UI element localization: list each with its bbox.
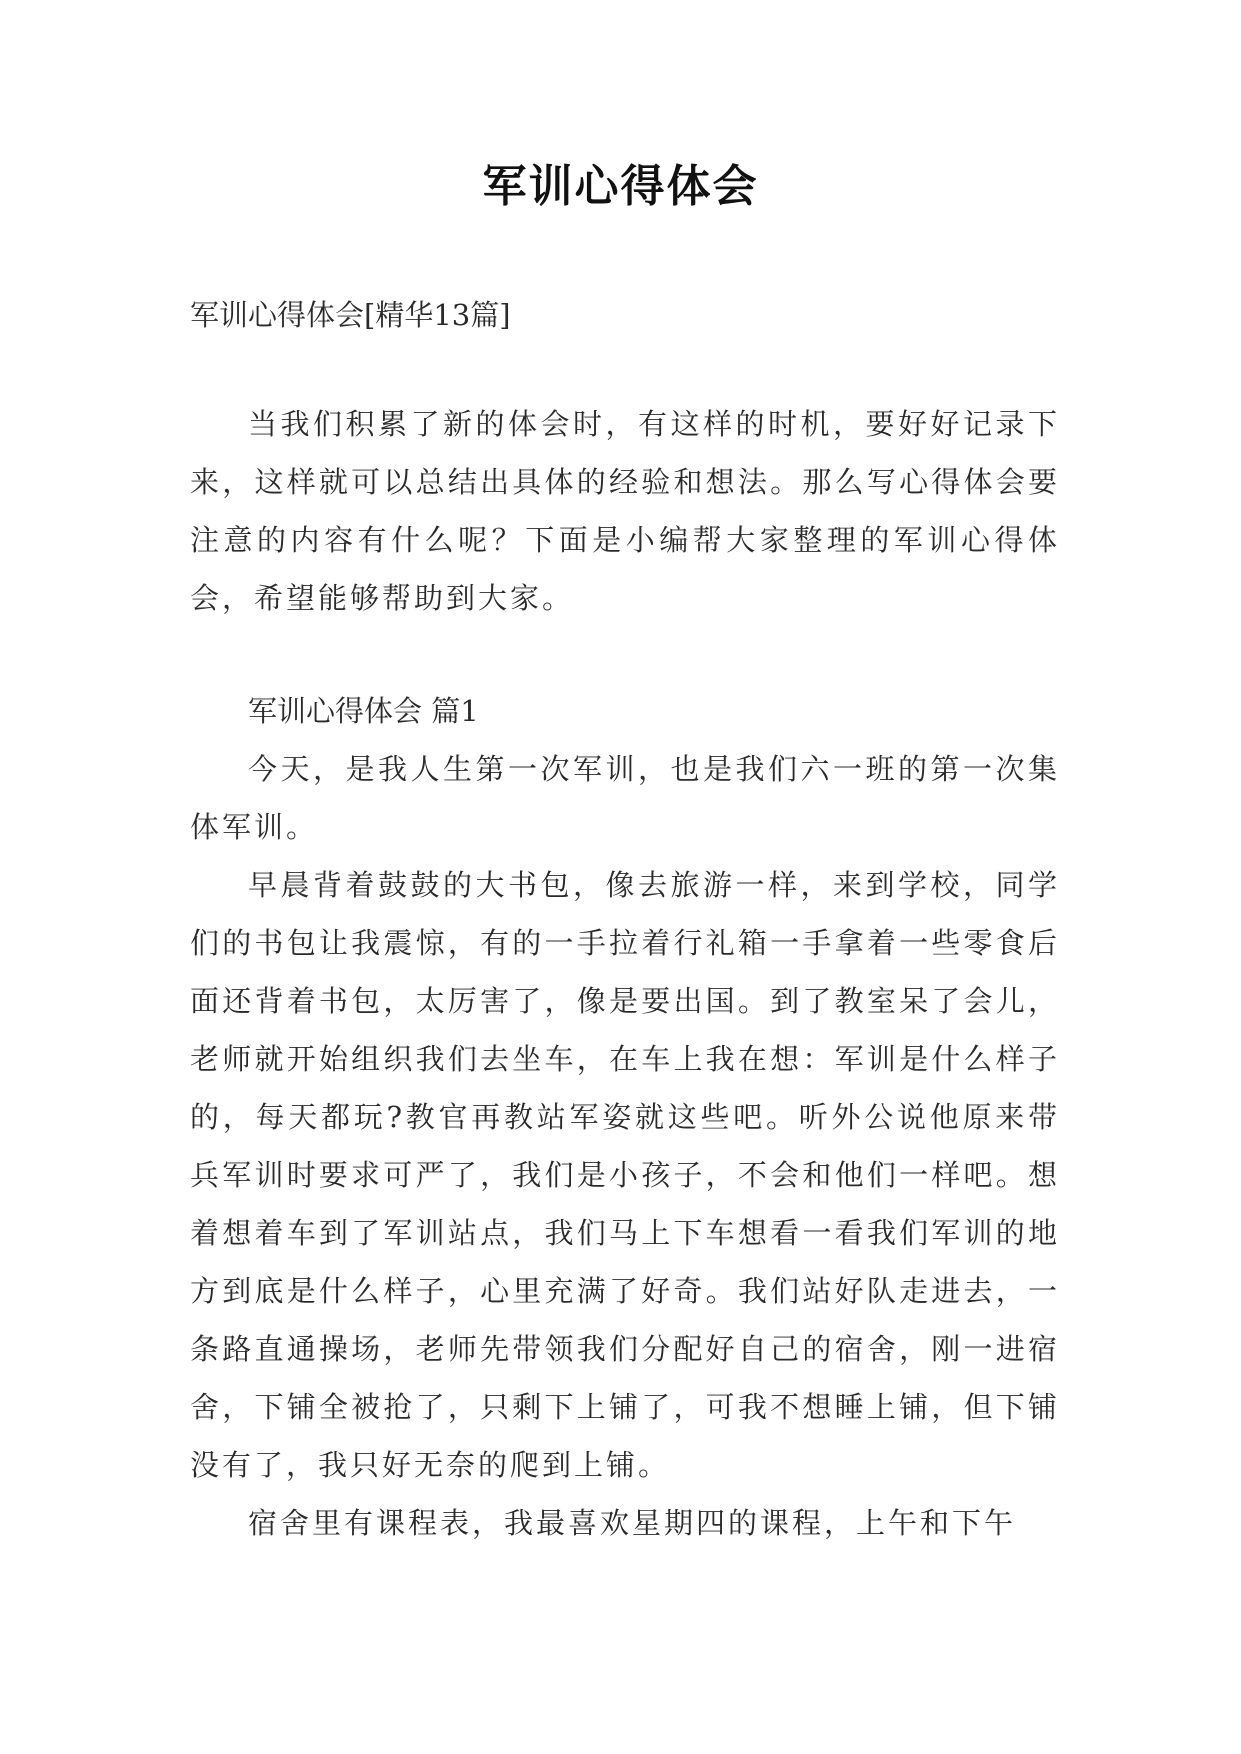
intro-paragraph: 当我们积累了新的体会时，有这样的时机，要好好记录下来，这样就可以总结出具体的经验和想法。那么写心得体会要注意的内容有什么呢？下面是小编帮大家整理的军训心得体会，希望能够帮助到大家。 <box>190 407 1060 615</box>
document-subtitle: 军训心得体会[精华13篇] <box>190 298 511 332</box>
section-heading: 军训心得体会 篇1 <box>248 694 479 728</box>
body-paragraph: 早晨背着鼓鼓的大书包，像去旅游一样，来到学校，同学们的书包让我震惊，有的一手拉着行礼箱一手拿着一些零食后面还背着书包，太厉害了，像是要出国。到了教室呆了会儿，老师就开始组织我们去坐车，在车上我在想：军训是什么样子的，每天都玩?教官再教站军姿就这些吧。听外公说他原来带兵军训时要求可严了，我们是小孩子，不会和他们一样吧。想着想着车到了军训站点，我们马上下车想看一看我们军训的地方到底是什么样子，心里充满了好奇。我们站好队走进去，一条路直通操场，老师先带领我们分配好自己的宿舍，刚一进宿舍，下铺全被抢了，只剩下上铺了，可我不想睡上铺，但下铺没有了，我只好无奈的爬到上铺。 <box>190 868 1060 1482</box>
body-paragraph: 今天，是我人生第一次军训，也是我们六一班的第一次集体军训。 <box>190 752 1060 844</box>
body-paragraph: 宿舍里有课程表，我最喜欢星期四的课程，上午和下午 <box>248 1506 1017 1540</box>
document-title: 军训心得体会 <box>482 161 759 212</box>
document-body <box>190 290 1060 1552</box>
